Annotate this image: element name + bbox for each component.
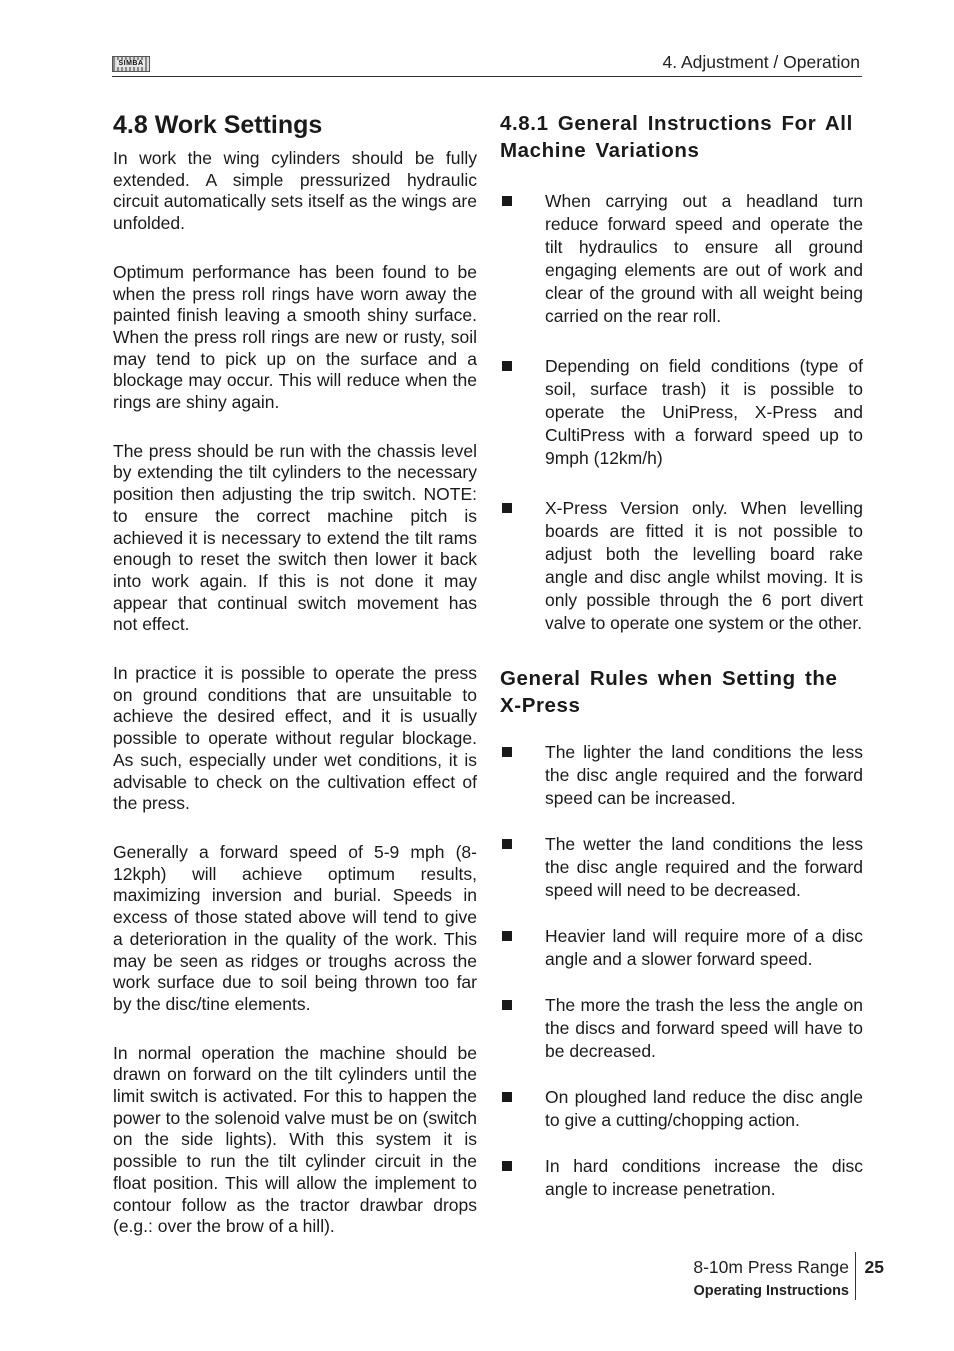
left-column [113, 108, 477, 1265]
square-bullet-icon [502, 1092, 512, 1102]
general-instructions-heading: 4.8.1 General Instructions For All Machine Variations [500, 112, 853, 162]
footer-subtitle: Operating Instructions [693, 1283, 849, 1299]
list-item: The wetter the land conditions the less the disc angle required and the forward speed will need to be decreased. [500, 833, 863, 902]
list-item: When carrying out a headland turn reduce forward speed and operate the tilt hydraulics to ensure all ground engaging elements are out of work and clear of the ground with all weight being carried on the rear roll. [500, 190, 863, 328]
list-item: On ploughed land reduce the disc angle to give a cutting/chopping action. [500, 1086, 863, 1132]
square-bullet-icon [502, 1161, 512, 1171]
square-bullet-icon [502, 361, 512, 371]
right-column [500, 110, 863, 1201]
paragraph-chassis-level: The press should be run with the chassis level by extending the tilt cylinders to the necessary position then adjusting the trip switch. NOTE: to ensure the correct machine pitch is achieved it is necessary to extend the tilt rams enough to reset the switch then lower it back into work again. If this is not done it may appear that continual switch movement has not effect. [113, 440, 477, 635]
paragraph-ground-conditions: In practice it is possible to operate the press on ground conditions that are unsuitable to achieve the desired effect, and it is usually possible to operate without regular blockage. As such, especially under wet conditions, it is advisable to check on the cultivation effect of the press. [113, 663, 477, 814]
general-instructions-list [500, 190, 863, 635]
square-bullet-icon [502, 931, 512, 941]
simba-logo: SIMBA [112, 56, 150, 72]
page-number: 25 [864, 1257, 884, 1277]
list-item: X-Press Version only. When levelling boards are fitted it is not possible to adjust both the levelling board rake angle and disc angle whilst moving. It is only possible through the 6 port divert valve to operate one system or the other. [500, 497, 863, 635]
paragraph-wing-cylinders: In work the wing cylinders should be fully extended. A simple pressurized hydraulic circuit automatically sets itself as the wings are unfolded. [113, 148, 477, 234]
list-item: The lighter the land conditions the less the disc angle required and the forward speed can be increased. [500, 741, 863, 810]
paragraph-normal-operation: In normal operation the machine should be drawn on forward on the tilt cylinders until the limit switch is activated. For this to happen the power to the solenoid valve must be on (switch on the side lights). With this system it is possible to run the tilt cylinder circuit in the float position. This will allow the implement to contour follow as the tractor drawbar drops (e.g.: over the brow of a hill). [113, 1042, 477, 1237]
page-footer [693, 1252, 884, 1304]
footer-range: 8-10m Press Range [693, 1257, 849, 1277]
list-item: The more the trash the less the angle on the discs and forward speed will have to be decreased. [500, 994, 863, 1063]
list-item: Heavier land will require more of a disc angle and a slower forward speed. [500, 925, 863, 971]
general-rules-heading: General Rules when Setting the X-Press [500, 667, 838, 717]
square-bullet-icon [502, 747, 512, 757]
square-bullet-icon [502, 1000, 512, 1010]
page-header [112, 50, 862, 77]
square-bullet-icon [502, 503, 512, 513]
footer-text-block [693, 1252, 856, 1300]
list-item: In hard conditions increase the disc angle to increase penetration. [500, 1155, 863, 1201]
square-bullet-icon [502, 196, 512, 206]
paragraph-forward-speed: Generally a forward speed of 5-9 mph (8-12kph) will achieve optimum results, maximizing inversion and burial. Speeds in excess of those stated above will tend to give a deterioration in the quality of the work. This may be seen as ridges or troughs across the work surface due to soil being thrown too far by the disc/tine elements. [113, 841, 477, 1014]
paragraph-optimum-performance: Optimum performance has been found to be when the press roll rings have worn away the painted finish leaving a smooth shiny surface. When the press roll rings are new or rusty, soil may tend to pick up on the surface and a blockage may occur. This will reduce when the rings are shiny again. [113, 261, 477, 413]
general-rules-list [500, 741, 863, 1201]
section-title: 4. Adjustment / Operation [662, 52, 860, 72]
list-item: Depending on field conditions (type of soil, surface trash) it is possible to operate the UniPress, X-Press and CultiPress with a forward speed up to 9mph (12km/h) [500, 355, 863, 470]
work-settings-heading: 4.8 Work Settings [113, 111, 323, 139]
square-bullet-icon [502, 839, 512, 849]
